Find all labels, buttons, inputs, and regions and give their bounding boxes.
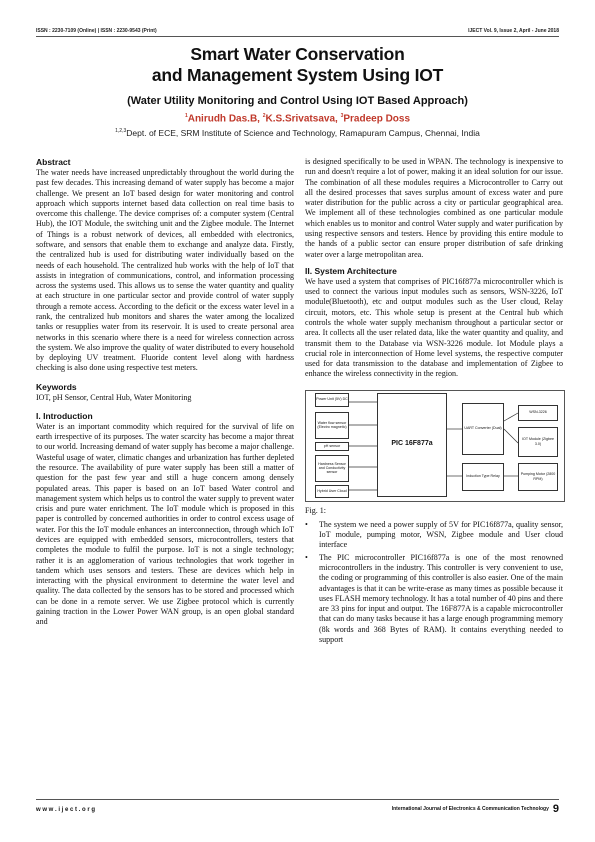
footer-journal-name: International Journal of Electronics & Communication Technology xyxy=(391,806,549,812)
paper-subtitle: (Water Utility Monitoring and Control Using IOT Based Approach) xyxy=(127,95,468,107)
architecture-heading: II. System Architecture xyxy=(305,265,397,276)
hybrid-cloud-block: Hybrid User Cloud xyxy=(315,485,349,498)
title-line-1: Smart Water Conservation xyxy=(190,44,405,64)
pumping-motor-block: Pumping Motor (2800 RPM) xyxy=(518,463,558,491)
ph-sensor-block: pH sensor xyxy=(315,442,349,451)
left-column xyxy=(36,157,294,628)
author-1-sup: 1 xyxy=(184,113,188,119)
affiliation-text: Dept. of ECE, SRM Institute of Science and Technology, Ramapuram Campus, Chennai, India xyxy=(126,128,480,138)
iot-module-block: IOT Module (Zigbee 3.0) xyxy=(518,427,558,457)
list-item: • The PIC microcontroller PIC16f877a is one of the most renowned microcontrollers in the industry. This controller is very convenient to use, the coding or programming of this controller is also easier. One of the main advantages is that it can be write-erase as many times as possible because it uses FLASH memory technology. It has a total number of 40 pins and there are 33 pins for input and output. The 16F877A is a capable microcontroller that can do many tasks because it has a large enough programming memory (8k words and 368 Bytes of RAM). It contains everything needed to support xyxy=(305,553,563,646)
waterflow-sensor-block: Water flow sensor (Electro magnetic) xyxy=(315,412,349,439)
affiliation xyxy=(0,128,595,138)
intro-text: Water is an important commodity which required for the survival of life on earth irrespective of its purposes. The water scarcity has become a major threat to our world. Increasing demand of water supply has become a major challenge. Wasteful usage of water, climatic changes and urbanization has further depleted the resource. The availability of pure water supply has been still a matter of question for the past few year and still a huge concern among densely populated areas. This paper is based on an IoT based Water control and management system which helps us to control the water supply to prevent water crisis and pure water enrichment. The IoT module which is proposed in this paper is controlled by concerned authorities in order to control excess usage of water. For this the IoT module enhances an interconnection, through which IoT devices are equipped with embedded sensors, microcontrollers, testers that completes the module to fulfil the purpose. IoT is not a single technology; rather it is an agglomeration of various technologies that work together in tandem which uses sensors and testers. These are devices which help in interacting with the physical environment to determine the water level and quality. The data collected by the sensors has to be stored and processed which can be done in a remote server. We use Zigbee protocol which is currently gaining traction in the Lower Power WAN group, is an open global standard and xyxy=(36,421,294,627)
affiliation-sup: 1,2,3 xyxy=(115,128,127,135)
block-diagram xyxy=(305,390,565,502)
title-line-2: and Management System Using IOT xyxy=(151,65,444,85)
right-column xyxy=(305,157,563,647)
author-1: Anirudh Das.B, xyxy=(187,113,260,125)
page-number: 9 xyxy=(552,803,559,815)
footer-journal xyxy=(392,803,559,815)
header-journal-ref: IJECT Vol. 9, Issue 2, April - June 2018 xyxy=(468,28,559,34)
relay-block: Induction Type Relay xyxy=(462,463,504,491)
intro-heading: I. Introduction xyxy=(36,410,93,421)
list-item: • The system we need a power supply of 5V for PIC16f877a, quality sensor, IoT module, pumping motor, WSN, Zigbee module and User cloud interface xyxy=(305,520,563,551)
author-2: K.S.Srivatsava, xyxy=(265,113,338,125)
uart-converter-block: UART Converter (Dual) xyxy=(462,403,504,455)
hardness-sensor-block: Hardness Sensor and Conductivity sensor xyxy=(315,455,349,482)
keywords-text: IOT, pH Sensor, Central Hub, Water Monitoring xyxy=(36,392,192,402)
author-list xyxy=(0,113,595,124)
footer-url: w w w . i j e c t . o r g xyxy=(36,807,96,813)
footer-rule xyxy=(36,799,559,800)
author-2-sup: 2 xyxy=(262,113,266,119)
pic-microcontroller-block: PIC 16F877a xyxy=(377,393,447,497)
bullet-list xyxy=(305,520,563,645)
author-3-sup: 3 xyxy=(340,113,344,119)
figure-caption: Fig. 1: xyxy=(305,505,327,515)
architecture-text: We have used a system that comprises of PIC16f877a microcontroller which is used to connect the various input modules such as sensors, WSN-3226, IoT module(Bluetooth), etc and output modules such as the User cloud, Relay circuit, motors, etc. This whole setup is present at the Central hub which controls the whole water supply mechanism throughout a particular sector or area. It collects all the user related data, like the water quantity and quality, and transmit them to the Database via WSN-3226 module. Iot Module plays a crucial role in interconnection of Home level systems, the respective computer used for data transmission to the database and implementation of Zigbee to enhance the wireless connectivity in the region. xyxy=(305,276,563,379)
header-rule xyxy=(36,36,559,37)
header-issn: ISSN : 2230-7109 (Online) | ISSN : 2230-9543 (Print) xyxy=(36,28,157,34)
wsn-block: WSN-3226 xyxy=(518,405,558,421)
abstract-heading: Abstract xyxy=(36,157,71,167)
author-3: Pradeep Doss xyxy=(343,113,411,125)
abstract-text: The water needs have increased unpredictably throughout the world during the past few decades. This increasing demand of water supply has become a major challenge. We present an IoT based design for water monitoring and control approach which supports internet based data collection on real time basis to overcome this challenge. The device comprises of: a computer system (Central Hub), the IOT Module, the switching unit and the Zigbee module. The Internet of Things is a robust network of devices, all embedded with electronics, software, and sensors that enable them to exchange and analyze data. Firstly, the centralized hub is used for distributing water individually based on the needs of each household. The centralized hub works with the help of IoT that assists in integration of communications, control, and information processing across the systems used. This allows us to sense the water quantity and quality at each structure in one particular sector and provide control of water supply through a remote access. According to the deficit or the excess water level in a rank, the centralized hub monitors and shares the water among the localized tanks or resupplies water from its reservoir. It is used to create personal area networks in this scenario where there is a need for wireless connection across the system. We also improve the quality of water distributed to every household by deploying UV treatment. Fluoride content level along with hardness checking is also done using respective test meters. xyxy=(36,168,294,373)
keywords-heading: Keywords xyxy=(36,381,77,392)
paper-title xyxy=(0,44,595,86)
intro-continued-text: is designed specifically to be used in WPAN. The technology is inexpensive to run and doesn't require a lot of power, making it an ideal solution for our issue. The combination of all these modules requires a Microcontroller to Carry out all the desired processes that saves surplus amount of excess water and pure water distribution for the public across a city or particular geographical area. We implement all of these technologies combined as one particular module which enables us to monitor and control Water supply and water purification by using respective sensors and testers. Hence by providing this entire module to the hands of a public sector can ensure proper distribution of safe drinking water over a large metropolitan area. xyxy=(305,157,563,259)
power-unit-block: Power Unit (5V) DC xyxy=(315,393,349,407)
